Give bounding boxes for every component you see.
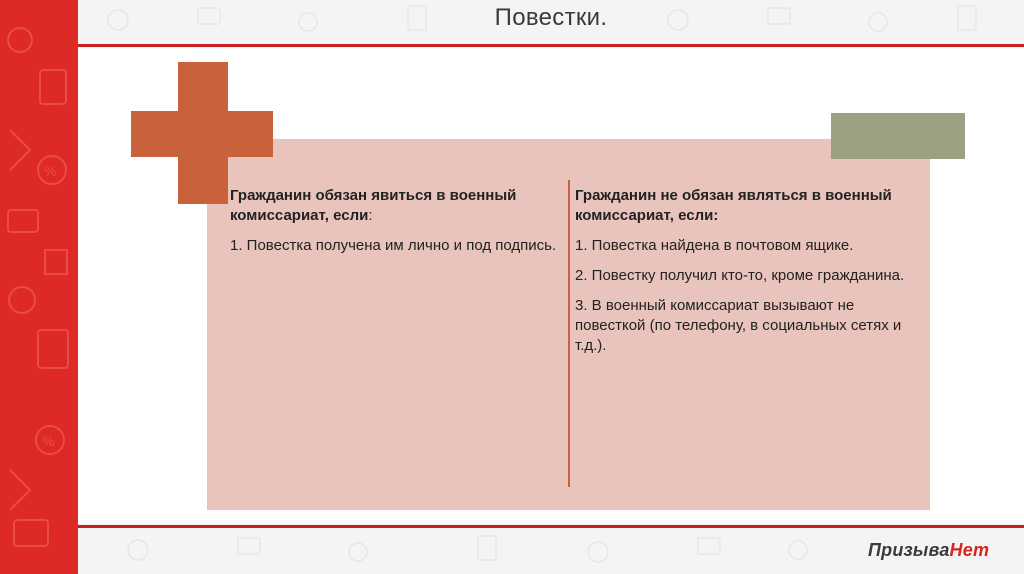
- not-obliged-column: [575, 186, 907, 366]
- obliged-heading: Гражданин обязан явиться в военный комиссариат, если:: [230, 187, 517, 224]
- not-obliged-item-2: 2. Повестку получил кто-то, кроме гражданина.: [575, 267, 905, 284]
- top-divider-line: [78, 44, 1024, 47]
- brand-side-strip: [0, 0, 78, 574]
- svg-text:%: %: [44, 163, 57, 179]
- not-obliged-item-3: 3. В военный комиссариат вызывают не повесткой (по телефону, в социальных сетях и т.д.).: [575, 297, 902, 354]
- doodle-pattern: [0, 0, 78, 574]
- obliged-item-1: 1. Повестка получена им лично и под подпись.: [230, 237, 557, 254]
- page-title: Повестки.: [494, 4, 608, 31]
- bottom-divider-line: [78, 525, 1024, 528]
- minus-sign-icon: [831, 113, 965, 159]
- svg-text:%: %: [42, 433, 55, 449]
- plus-sign-horizontal-bar: [131, 111, 273, 157]
- not-obliged-heading: Гражданин не обязан являться в военный комиссариат, если:: [575, 187, 892, 224]
- not-obliged-item-1: 1. Повестка найдена в почтовом ящике.: [575, 237, 854, 254]
- obliged-column: [230, 186, 561, 266]
- column-divider: [568, 180, 570, 487]
- title-band: [78, 0, 1024, 44]
- brand-logo: ПризываНет: [868, 540, 990, 560]
